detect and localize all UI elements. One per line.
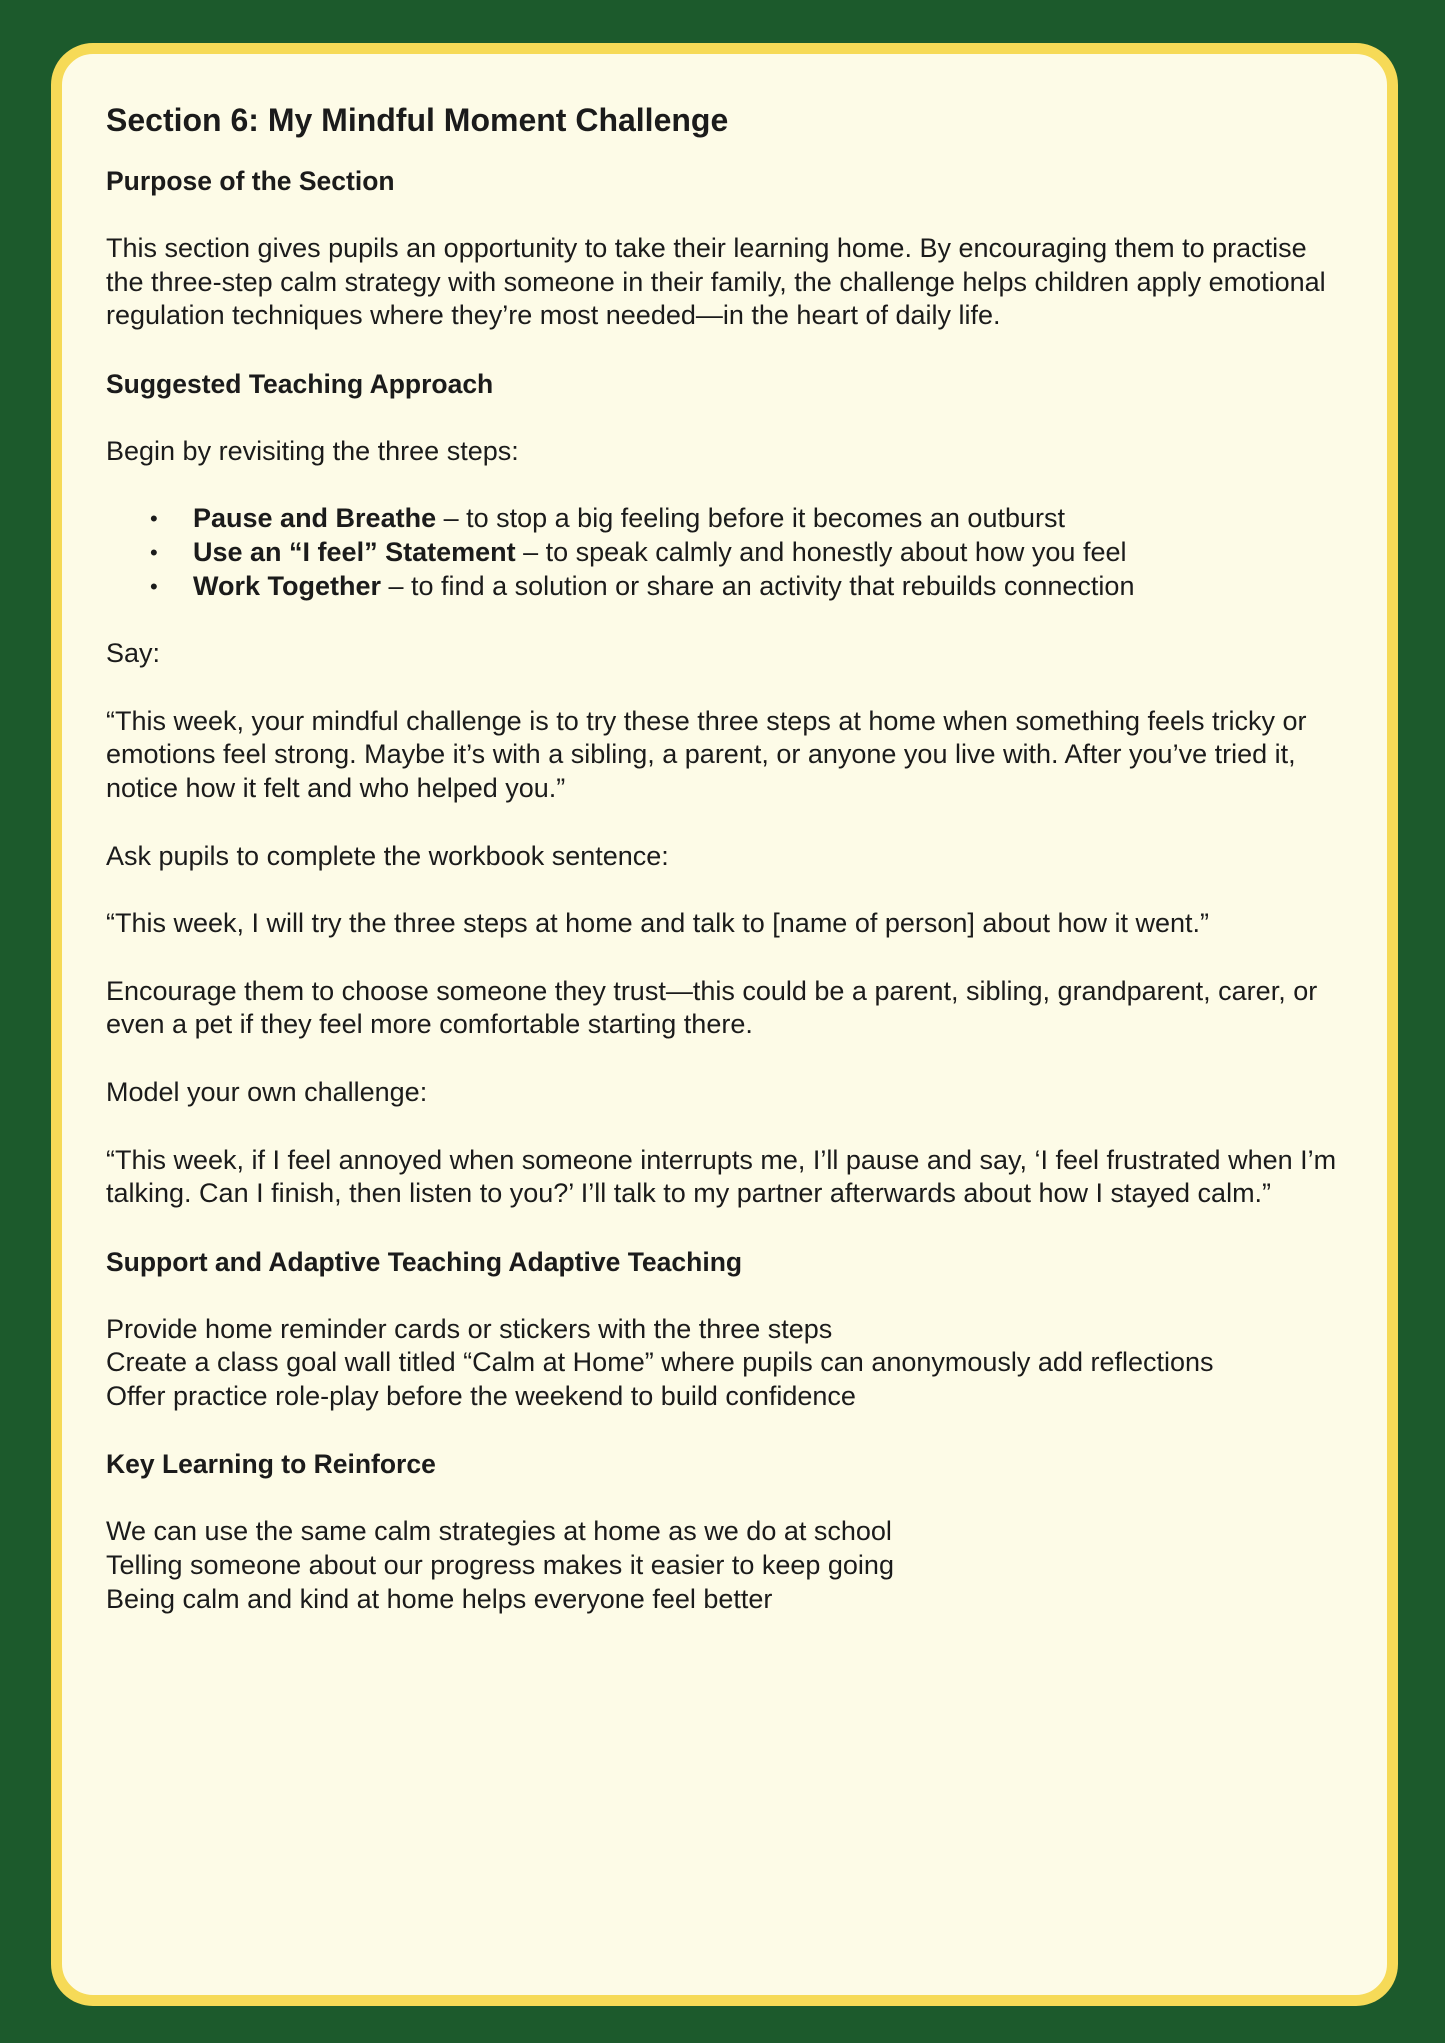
approach-heading: Suggested Teaching Approach <box>106 368 494 399</box>
page-title: Section 6: My Mindful Moment Challenge <box>106 102 729 138</box>
step-description: – to speak calmly and honestly about how you feel <box>515 536 1127 567</box>
support-line: Provide home reminder cards or stickers with the three steps <box>106 1313 833 1344</box>
support-heading: Support and Adaptive Teaching Adaptive Teaching <box>106 1246 743 1277</box>
support-line: Offer practice role-play before the weekend to build confidence <box>106 1380 856 1411</box>
step-title: Use an “I feel” Statement <box>193 536 516 567</box>
workbook-sentence: “This week, I will try the three steps at home and talk to [name of person] about how it went.” <box>106 908 1210 939</box>
step-description: – to find a solution or share an activity that rebuilds connection <box>381 570 1135 601</box>
step-title: Pause and Breathe <box>193 503 437 534</box>
key-learning-line: Being calm and kind at home helps everyone feel better <box>106 1583 773 1614</box>
say-quote: “This week, your mindful challenge is to try these three steps at home when something feels tricky or emotions feel strong. Maybe it’s with a sibling, a parent, or anyone you live with. After you’ve tried it, notice how it felt and who helped you.” <box>106 705 1307 803</box>
say-label: Say: <box>106 638 161 669</box>
document-content <box>106 96 1346 1616</box>
support-list <box>106 1313 1346 1414</box>
steps-list <box>106 502 1346 603</box>
key-learning-heading: Key Learning to Reinforce <box>106 1449 436 1480</box>
step-title: Work Together <box>193 570 382 601</box>
encourage-text: Encourage them to choose someone they trust—this could be a parent, sibling, grandparent, carer, or even a pet if they feel more comfortable starting there. <box>106 975 1318 1040</box>
key-learning-line: We can use the same calm strategies at home as we do at school <box>106 1516 892 1547</box>
model-quote: “This week, if I feel annoyed when someone interrupts me, I’ll pause and say, ‘I feel frustrated when I’m talking. Can I finish, then listen to you?’ I’ll talk to my partner afterwards about how I stayed calm.” <box>106 1144 1337 1209</box>
ask-instruction: Ask pupils to complete the workbook sentence: <box>106 840 669 871</box>
step-item <box>106 570 1346 604</box>
bullet-icon: • <box>150 573 158 599</box>
bullet-icon: • <box>150 539 158 565</box>
purpose-heading: Purpose of the Section <box>106 166 395 196</box>
support-line: Create a class goal wall titled “Calm at Home” where pupils can anonymously add reflections <box>106 1347 1214 1378</box>
step-description: – to stop a big feeling before it becomes an outburst <box>436 503 1065 534</box>
step-item <box>106 536 1346 570</box>
purpose-body: This section gives pupils an opportunity to take their learning home. By encouraging them to practise the three-step calm strategy with someone in their family, the challenge helps children apply emotional regulation techniques where they’re most needed—in the heart of daily life. <box>106 233 1326 331</box>
model-instruction: Model your own challenge: <box>106 1076 428 1107</box>
key-learning-line: Telling someone about our progress makes it easier to keep going <box>106 1550 894 1581</box>
bullet-icon: • <box>150 506 158 532</box>
approach-intro: Begin by revisiting the three steps: <box>106 435 519 466</box>
key-learning-list <box>106 1515 1346 1616</box>
step-item <box>106 502 1346 536</box>
